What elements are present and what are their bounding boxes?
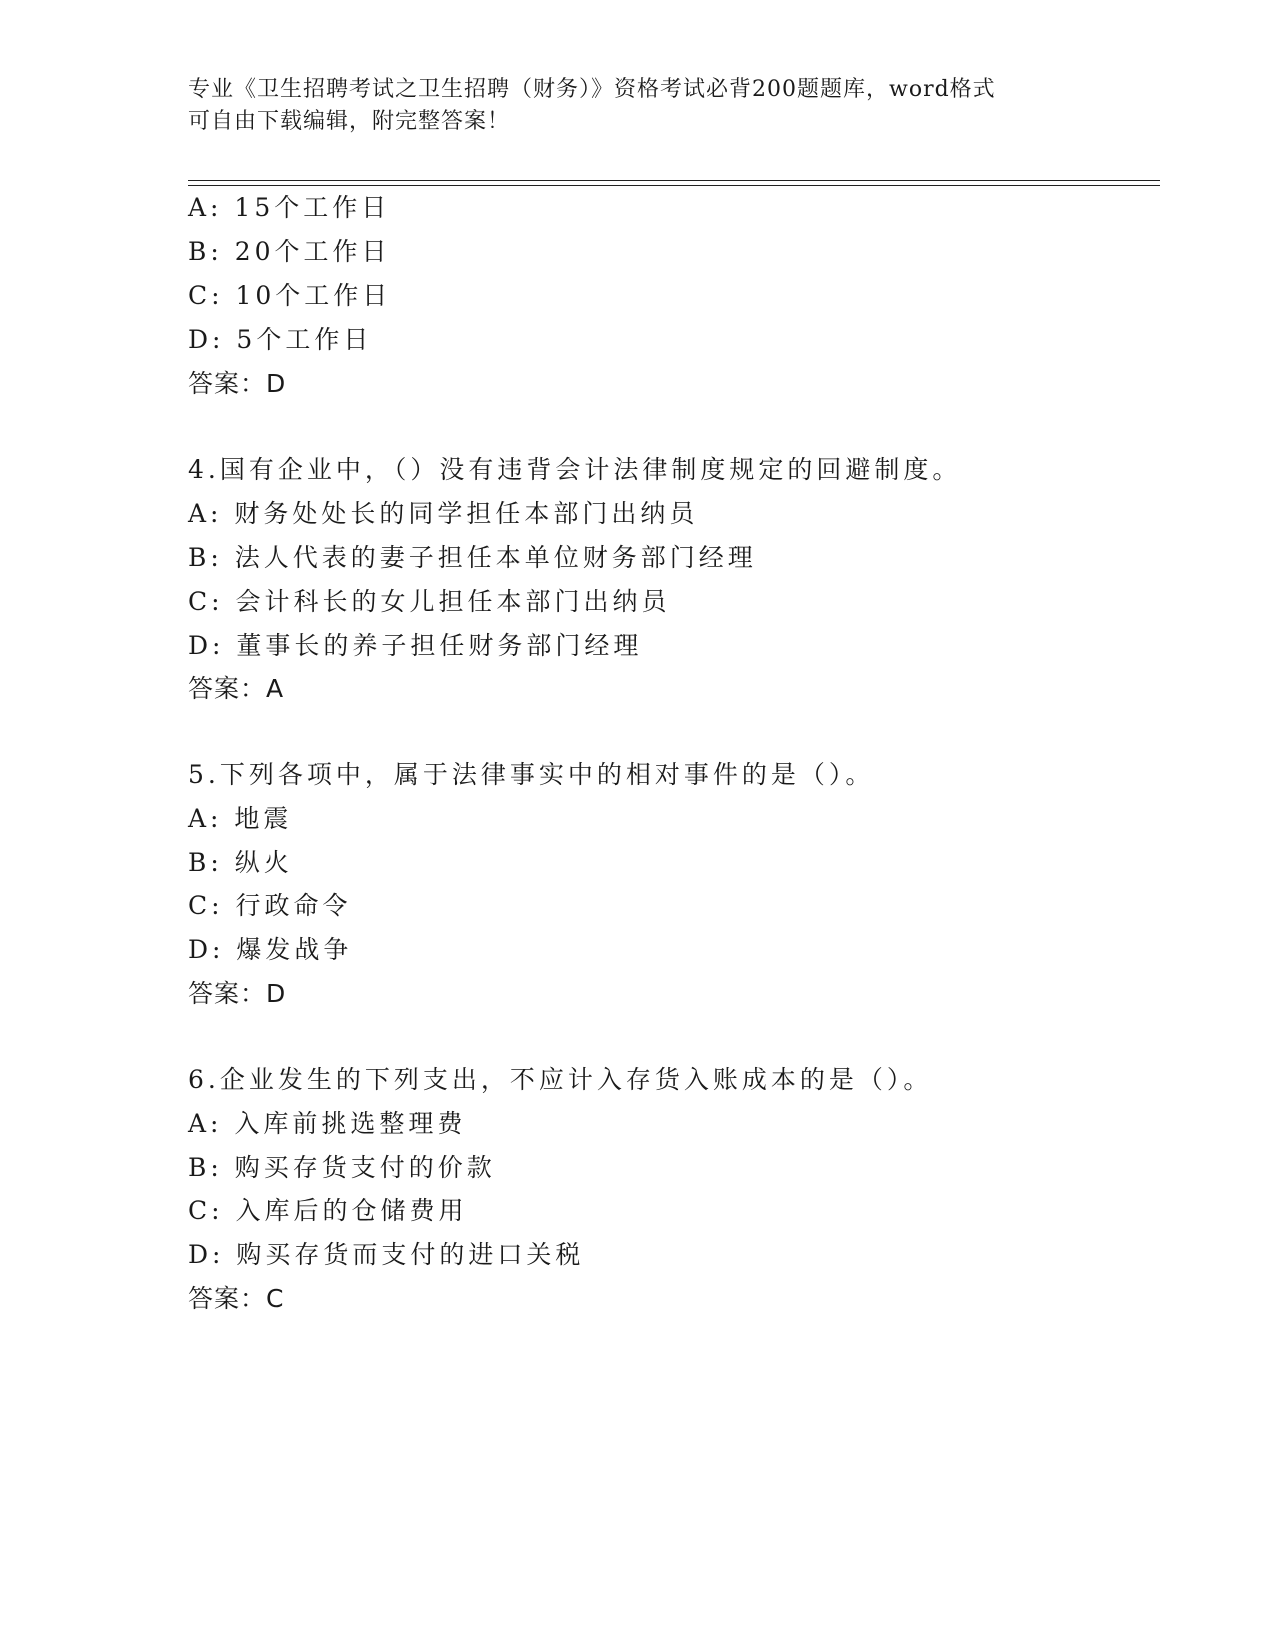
q3-option-b: B: 20个工作日 xyxy=(188,237,391,266)
q6-option-d: D: 购买存货而支付的进口关税 xyxy=(188,1240,585,1269)
q6-option-c: C: 入库后的仓储费用 xyxy=(188,1196,468,1225)
q4-question: 4.国有企业中，（）没有违背会计法律制度规定的回避制度。 xyxy=(188,455,962,484)
q4-option-d: D: 董事长的养子担任财务部门经理 xyxy=(188,631,643,660)
header-line-1: 专业《卫生招聘考试之卫生招聘（财务）》资格考试必背200题题库，word格式 xyxy=(188,77,996,102)
header-divider-top xyxy=(188,180,1160,181)
q6-answer: 答案：C xyxy=(188,1284,285,1313)
q3-option-a: A: 15个工作日 xyxy=(188,193,391,222)
q4-option-a: A: 财务处处长的同学担任本部门出纳员 xyxy=(188,499,699,528)
header-divider-bottom xyxy=(188,185,1160,186)
q5-option-c: C: 行政命令 xyxy=(188,891,352,920)
q4-answer: 答案：A xyxy=(188,674,285,703)
q5-option-b: B: 纵火 xyxy=(188,848,293,877)
document-header xyxy=(188,74,1088,138)
q5-question: 5.下列各项中，属于法律事实中的相对事件的是（）。 xyxy=(188,760,875,789)
q4-option-c: C: 会计科长的女儿担任本部门出纳员 xyxy=(188,587,671,616)
q3-option-c: C: 10个工作日 xyxy=(188,281,392,310)
q6-option-b: B: 购买存货支付的价款 xyxy=(188,1153,496,1182)
q5-answer: 答案：D xyxy=(188,979,287,1008)
q5-option-a: A: 地震 xyxy=(188,804,293,833)
q3-option-d: D: 5个工作日 xyxy=(188,325,373,354)
q3-answer: 答案：D xyxy=(188,369,287,398)
q6-option-a: A: 入库前挑选整理费 xyxy=(188,1109,467,1138)
q6-question: 6.企业发生的下列支出，不应计入存货入账成本的是（）。 xyxy=(188,1065,933,1094)
q5-option-d: D: 爆发战争 xyxy=(188,935,353,964)
header-line-2: 可自由下载编辑，附完整答案！ xyxy=(188,109,511,134)
q4-option-b: B: 法人代表的妻子担任本单位财务部门经理 xyxy=(188,543,757,572)
